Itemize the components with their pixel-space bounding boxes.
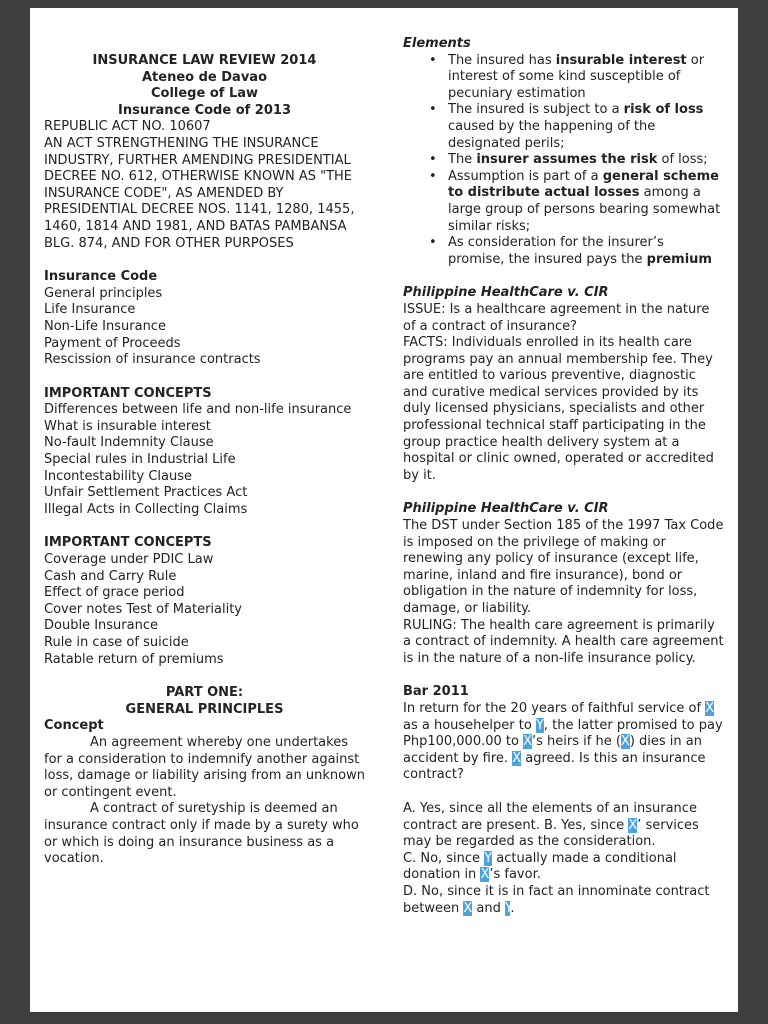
section-part-one — [44, 685, 365, 868]
text-segment: In return for the 20 years of faithful service of — [403, 700, 706, 716]
case-paragraph: FACTS: Individuals enrolled in its health care programs pay an annual membership fee. They are entitled to various preventive, diagnostic and curative medical services provided by its duly licensed physicians, specialists and other professional technical staff participating in the group practice health delivery system at a hospital or clinic owned, operated or accredited by it. — [403, 335, 714, 483]
highlighted-text: X — [705, 700, 715, 716]
section-bar-2011 — [403, 684, 724, 917]
text-segment: ) dies in an accident by fire. — [403, 734, 702, 766]
highlighted-text: X — [480, 867, 490, 883]
text-segment: or interest of some kind susceptible of pecuniary estimation — [448, 52, 705, 101]
text-segment: ’ services may be regarded as the consideration. — [403, 817, 699, 850]
toc-item: General principles — [44, 285, 163, 301]
case-2-body — [403, 518, 724, 667]
concept-item: Special rules in Industrial Life — [44, 452, 236, 468]
element-bullet — [403, 169, 724, 235]
concept-item: Cover notes Test of Materiality — [44, 601, 243, 617]
element-bullet — [403, 102, 724, 152]
text-segment: insurer assumes the risk — [476, 152, 658, 168]
section-insurance-code — [44, 269, 365, 369]
concept-item: What is insurable interest — [44, 418, 211, 434]
important-concepts-2-list — [44, 552, 365, 668]
section-important-concepts-1 — [44, 386, 365, 519]
concept-item: Unfair Settlement Practices Act — [44, 485, 248, 501]
case-1-body — [403, 302, 724, 485]
bar-2011-answers — [403, 801, 724, 917]
bar-2011-question — [403, 701, 724, 784]
document-page — [30, 8, 738, 1012]
text-segment: among a large group of persons bearing somewhat similar risks; — [448, 185, 721, 234]
important-concepts-2-heading: IMPORTANT CONCEPTS — [44, 535, 212, 551]
case-paragraph: RULING: The health care agreement is primarily a contract of indemnity. A health care agreement is in the nature of a non-life insurance policy. — [403, 617, 724, 666]
concept-item: Coverage under PDIC Law — [44, 552, 214, 568]
bar-answer — [403, 851, 724, 884]
section-elements — [403, 36, 724, 268]
section-important-concepts-2 — [44, 535, 365, 668]
highlighted-text: X — [512, 750, 522, 766]
concept-paragraphs — [44, 735, 365, 868]
toc-item: Life Insurance — [44, 302, 136, 318]
elements-heading: Elements — [403, 36, 471, 51]
text-segment: . — [510, 900, 515, 916]
text-segment: actually made a conditional donation in — [403, 850, 677, 883]
text-segment: The insured has — [448, 52, 556, 68]
bar-answer — [403, 801, 724, 851]
concept-item: Cash and Carry Rule — [44, 568, 177, 584]
case-2-heading: Philippine HealthCare v. CIR — [403, 501, 609, 517]
highlighted-text: X — [628, 817, 638, 833]
concept-item: Differences between life and non-life insurance — [44, 402, 352, 418]
concept-paragraph: An agreement whereby one undertakes for a consideration to indemnify another against loss, damage or liability arising from an unknown or contingent event. — [44, 734, 365, 800]
general-principles-title: GENERAL PRINCIPLES — [125, 701, 284, 717]
concept-item: Illegal Acts in Collecting Claims — [44, 501, 248, 517]
text-segment: insurable interest — [555, 52, 687, 68]
title-line: Ateneo de Davao — [141, 69, 267, 85]
concept-item: No-fault Indemnity Clause — [44, 435, 214, 451]
section-case-2 — [403, 501, 724, 667]
republic-act-title: AN ACT STRENGTHENING THE INSURANCE INDUSTRY, FURTHER AMENDING PRESIDENTIAL DECREE NO. 612, OTHERWISE KNOWN AS "THE INSURANCE CODE", AS AMENDED BY PRESIDENTIAL DECREE NOS. 1141, 1280, 1455, 1460, 1814 AND 1981, AND BATAS PAMBANSA BLG. 874, AND FOR OTHER PURPOSES — [44, 135, 355, 251]
text-segment: C. No, since — [403, 850, 485, 866]
text-segment: The — [448, 152, 477, 168]
text-segment: Assumption is part of a — [448, 168, 603, 184]
text-segment: A. Yes, since all the elements of an insurance contract are present. B. Yes, since — [403, 800, 697, 833]
text-segment: , the latter promised to pay Php100,000.00 to — [403, 717, 723, 750]
text-segment: of loss; — [657, 152, 708, 168]
part-one-title: PART ONE: — [165, 685, 244, 701]
republic-act-block — [44, 119, 365, 252]
concept-item: Effect of grace period — [44, 585, 185, 601]
text-segment: as a househelper to — [403, 717, 536, 733]
element-bullet — [403, 235, 724, 268]
case-1-heading: Philippine HealthCare v. CIR — [403, 285, 609, 301]
concept-item: Ratable return of premiums — [44, 651, 224, 667]
case-paragraph: ISSUE: Is a healthcare agreement in the nature of a contract of insurance? — [403, 301, 710, 334]
important-concepts-1-list — [44, 402, 365, 518]
republic-act-number: REPUBLIC ACT NO. 10607 — [44, 119, 211, 135]
elements-bullet-list — [403, 53, 724, 269]
element-bullet — [403, 152, 724, 169]
highlighted-text: X — [523, 734, 532, 750]
text-segment: and — [472, 900, 505, 916]
highlighted-text: Y — [505, 900, 511, 916]
concept-item: Rule in case of suicide — [44, 635, 189, 650]
text-segment: caused by the happening of the designated perils; — [448, 118, 656, 151]
toc-item: Non-Life Insurance — [44, 318, 166, 334]
title-line: College of Law — [150, 86, 259, 102]
section-case-1 — [403, 285, 724, 484]
concept-paragraph: A contract of suretyship is deemed an insurance contract only if made by a surety who or which is doing an insurance business as a vocation. — [44, 801, 359, 867]
bar-2011-heading: Bar 2011 — [403, 684, 469, 700]
text-segment: As consideration for the insurer’s promise, the insured pays the — [448, 235, 664, 267]
right-column — [403, 36, 724, 988]
left-column — [44, 36, 365, 988]
highlighted-text: Y — [535, 717, 544, 733]
text-segment: ’s favor. — [489, 867, 541, 883]
concept-item: Double Insurance — [44, 618, 158, 634]
text-segment: D. No, since it is in fact an innominate contract between — [403, 883, 710, 916]
text-segment: risk of loss — [623, 102, 704, 118]
text-segment: ’s heirs if he ( — [532, 734, 621, 750]
concept-item: Incontestability Clause — [44, 468, 193, 484]
bar-answer — [403, 884, 724, 917]
concept-heading: Concept — [44, 718, 104, 734]
highlighted-text: X — [463, 900, 473, 916]
text-segment: premium — [646, 251, 712, 267]
toc-item: Payment of Proceeds — [44, 335, 181, 351]
highlighted-text: Y — [484, 850, 493, 866]
text-segment: general scheme to distribute actual losses — [448, 168, 719, 201]
important-concepts-1-heading: IMPORTANT CONCEPTS — [44, 385, 212, 401]
insurance-code-heading: Insurance Code — [44, 269, 158, 285]
document-title-block — [44, 53, 365, 119]
text-segment: agreed. Is this an insurance contract? — [403, 750, 706, 783]
element-bullet — [403, 53, 724, 103]
insurance-code-list — [44, 286, 365, 369]
case-paragraph: The DST under Section 185 of the 1997 Tax Code is imposed on the privilege of making or renewing any policy of insurance (except life, marine, inland and fire insurance), bond or obligation in the nature of indemnity for loss, damage, or liability. — [403, 518, 724, 616]
toc-item: Rescission of insurance contracts — [44, 352, 261, 368]
text-segment: The insured is subject to a — [448, 102, 624, 118]
title-line: INSURANCE LAW REVIEW 2014 — [92, 53, 317, 68]
highlighted-text: X — [620, 734, 630, 750]
title-line: Insurance Code of 2013 — [118, 102, 291, 118]
